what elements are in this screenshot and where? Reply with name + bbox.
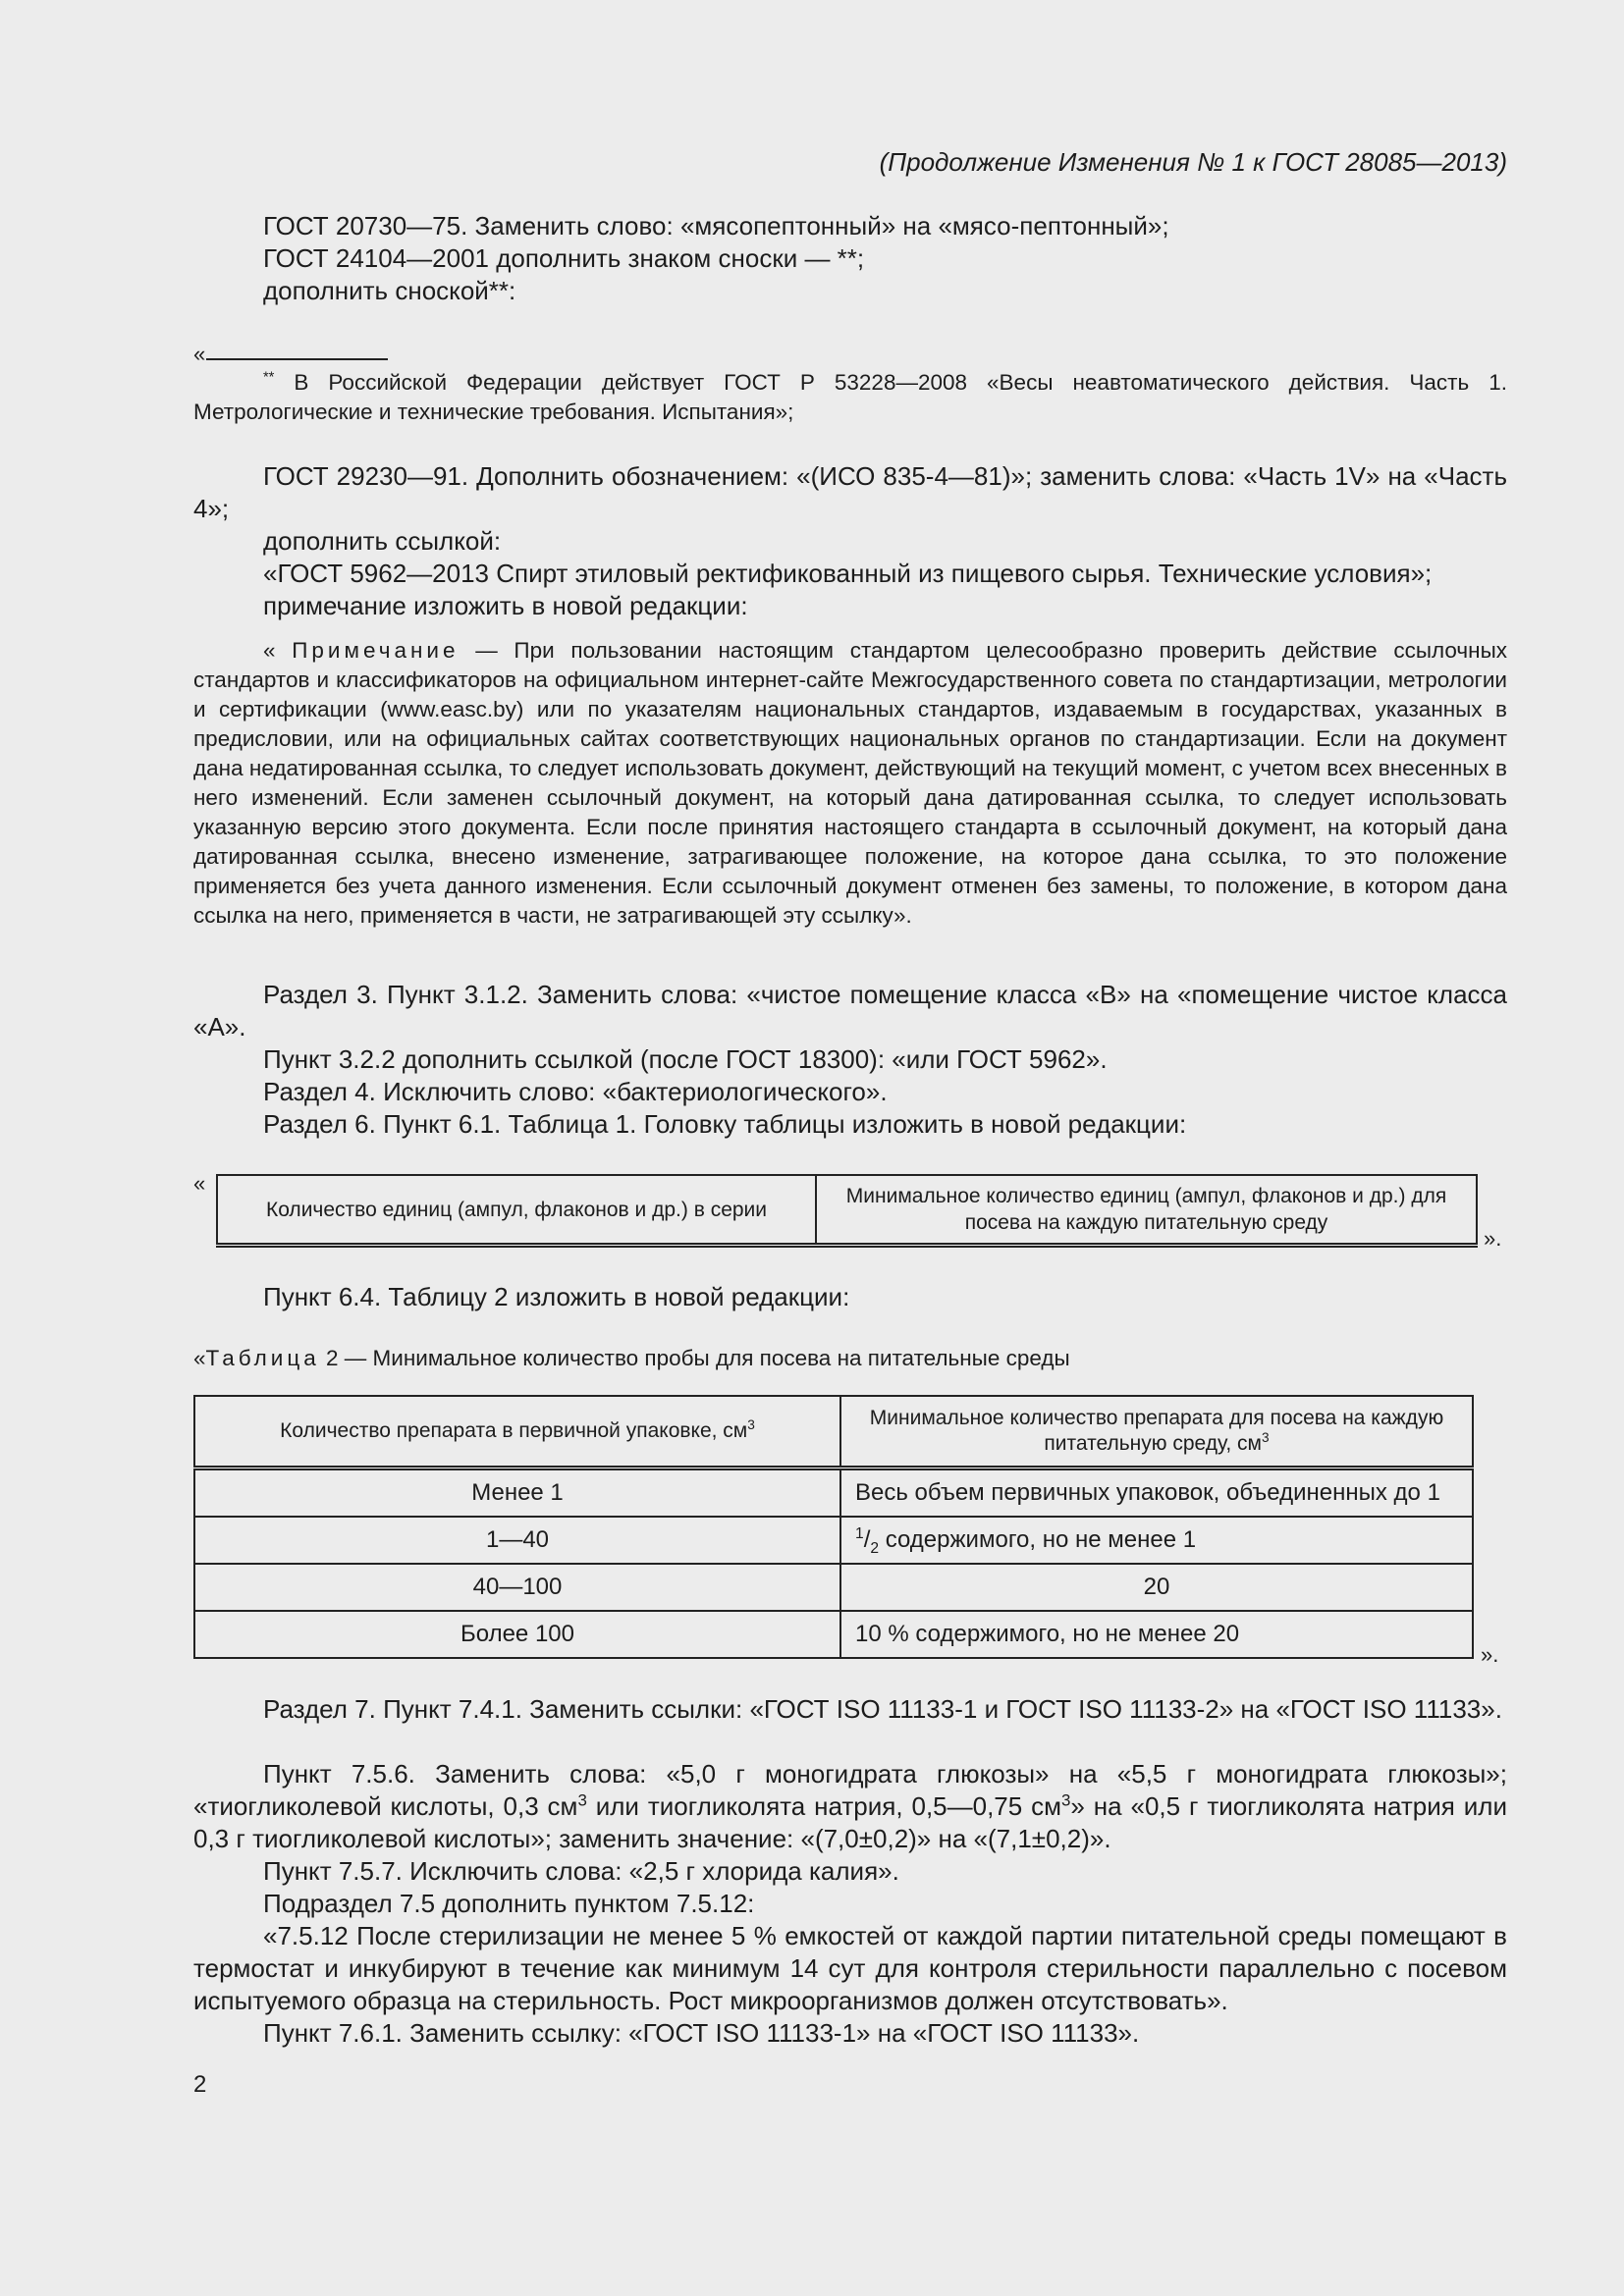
table-row: 1—40 $^1/_2$ содержимого, но не менее 1 bbox=[194, 1517, 1473, 1564]
table2-head-col2: Минимальное количество препарата для посева на каждую питательную среду, $см^3$ bbox=[840, 1396, 1473, 1468]
table2 bbox=[193, 1395, 1474, 1659]
text-line: примечание изложить в новой редакции: bbox=[263, 591, 748, 620]
text-line: дополнить ссылкой: bbox=[263, 526, 502, 556]
table-row: Более 100 10 % содержимого, но не менее 20 bbox=[194, 1611, 1473, 1658]
text-line: дополнить сноской**: bbox=[263, 276, 516, 305]
footnote-open-quote: « bbox=[193, 342, 206, 366]
paragraph: «7.5.12 После стерилизации не менее 5 % емкостей от каждой партии питательной среды помещают в термостат и инкубируют в течение как минимум 14 сут для контроля стерильности параллельно с посевом испытуемого образца на стерильность. Рост микроорганизмов должен отсутствовать». bbox=[193, 1921, 1507, 2015]
text-line: Пункт 7.5.7. Исключить слова: «2,5 г хлорида калия». bbox=[263, 1856, 899, 1886]
note-paragraph: « Примечание — При пользовании настоящим стандартом целесообразно проверить действие ссылочных стандартов и классификаторов на официальном интернет-сайте Межгосударственного совета по стандартизации, метрологии и сертификации (www.easc.by) или по указателям национальных стандартов, издаваемым в государствах, указанных в предисловии, или на официальных сайтах соответствующих национальных органов по стандартизации. Если на документ дана недатированная ссылка, то следует использовать документ, действующий на текущий момент, с учетом всех внесенных в него изменений. Если заменен ссылочный документ, на который дана датированная ссылка, то следует использовать указанную версию этого документа. Если после принятия настоящего стандарта в ссылочный документ, на который дана датированная ссылка, внесено изменение, затрагивающее положение, на которое дана ссылка, то это положение применяется без учета данного изменения. Если ссылочный документ отменен без замены, то положение, в котором дана ссылка на него, применяется в части, не затрагивающей эту ссылку». bbox=[193, 638, 1507, 928]
table1-header bbox=[216, 1174, 1478, 1248]
text-line: Пункт 6.4. Таблицу 2 изложить в новой редакции: bbox=[263, 1282, 850, 1311]
text-line: ГОСТ 24104—2001 дополнить знаком сноски — **; bbox=[263, 243, 865, 273]
text-line: ГОСТ 20730—75. Заменить слово: «мясопептонный» на «мясо-пептонный»; bbox=[263, 211, 1169, 240]
table1-col2-header: Минимальное количество единиц (ампул, флаконов и др.) для посева на каждую питательную среду bbox=[816, 1175, 1477, 1246]
footnote-text: ** В Российской Федерации действует ГОСТ Р 53228—2008 «Весы неавтоматического действия. Часть 1. Метрологические и технические требования. Испытания»; bbox=[193, 369, 1507, 424]
paragraph: Пункт 7.5.6. Заменить слова: «5,0 г моногидрата глюкозы» на «5,5 г моногидрата глюкозы»; «тиогликолевой кислоты, 0,3 $см^3$ или тиогликолята натрия, 0,5—0,75 $см^3$» на «0,5 г тиогликолята натрия или 0,3 г тиогликолевой кислоты»; заменить значение: «(7,0±0,2)» на «(7,1±0,2)». bbox=[193, 1759, 1507, 1853]
note-label: Примечание bbox=[292, 638, 460, 663]
table1-open-quote: « bbox=[193, 1171, 206, 1196]
table2-header-row bbox=[194, 1396, 1473, 1468]
table2-caption-label: Таблица bbox=[205, 1346, 320, 1370]
text-line: Пункт 7.6.1. Заменить ссылку: «ГОСТ ISO 11133-1» на «ГОСТ ISO 11133». bbox=[263, 2018, 1140, 2048]
table-row: 40—100 20 bbox=[194, 1564, 1473, 1611]
text-line: Раздел 4. Исключить слово: «бактериологического». bbox=[263, 1077, 888, 1106]
paragraph: ГОСТ 29230—91. Дополнить обозначением: «(ИСО 835-4—81)»; заменить слова: «Часть 1V» на «Часть 4»; bbox=[193, 461, 1507, 523]
table1-close-quote: ». bbox=[1484, 1226, 1502, 1251]
table2-head-col1: Количество препарата в первичной упаковке, $см^3$ bbox=[194, 1396, 840, 1468]
footnote-marker: ** bbox=[263, 369, 275, 386]
table1-col1-header: Количество единиц (ампул, флаконов и др.) в серии bbox=[217, 1175, 816, 1246]
paragraph: Раздел 7. Пункт 7.4.1. Заменить ссылки: «ГОСТ ISO 11133-1 и ГОСТ ISO 11133-2» на «ГОСТ ISO 11133». bbox=[263, 1694, 1502, 1724]
table-row: Менее 1 Весь объем первичных упаковок, объединенных до 1 bbox=[194, 1468, 1473, 1518]
text-line: «ГОСТ 5962—2013 Спирт этиловый ректификованный из пищевого сырья. Технические условия»; bbox=[263, 559, 1433, 588]
text-line: Раздел 6. Пункт 6.1. Таблица 1. Головку таблицы изложить в новой редакции: bbox=[263, 1109, 1187, 1139]
paragraph: Раздел 3. Пункт 3.1.2. Заменить слова: «чистое помещение класса «В» на «помещение чистое класса «А». bbox=[193, 980, 1507, 1041]
text-line: Подраздел 7.5 дополнить пунктом 7.5.12: bbox=[263, 1889, 755, 1918]
page-number: 2 bbox=[193, 2071, 207, 2098]
continuation-header: (Продолжение Изменения № 1 к ГОСТ 28085—2013) bbox=[879, 147, 1507, 177]
footnote-rule bbox=[206, 358, 388, 360]
table2-close-quote: ». bbox=[1481, 1642, 1499, 1667]
table2-caption: «Таблица 2 — Минимальное количество пробы для посева на питательные среды bbox=[193, 1346, 1070, 1370]
text-line: Пункт 3.2.2 дополнить ссылкой (после ГОСТ 18300): «или ГОСТ 5962». bbox=[263, 1044, 1108, 1074]
